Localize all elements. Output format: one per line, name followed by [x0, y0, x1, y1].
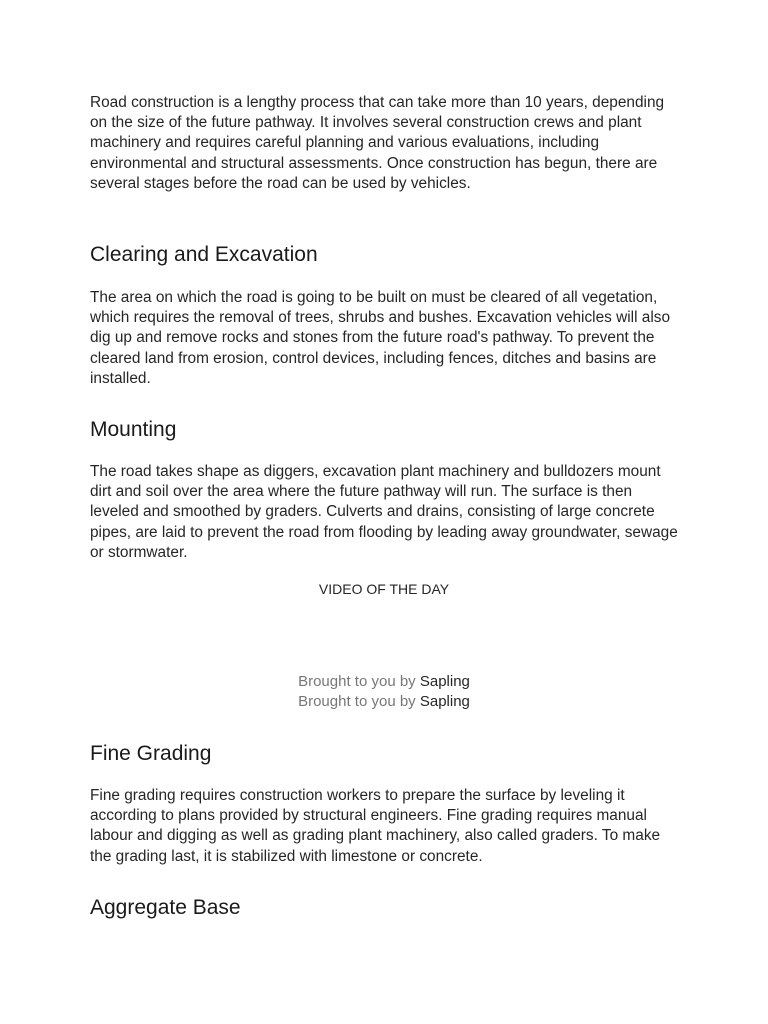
section-heading-aggregate-base: Aggregate Base — [90, 896, 241, 919]
section-heading-clearing: Clearing and Excavation — [90, 243, 318, 266]
section-heading-mounting: Mounting — [90, 418, 177, 441]
sponsor-credit — [90, 692, 678, 712]
section-body-clearing: The area on which the road is going to be built on must be cleared of all vegetation, which requires the removal of trees, shrubs and bushes. Excavation vehicles will also dig up and remove rocks and stones from the future road's pathway. To prevent the cleared land from erosion, control devices, including fences, ditches and basins are installed. — [90, 289, 670, 387]
sponsor-brand-link[interactable]: Sapling — [419, 693, 470, 710]
intro-paragraph: Road construction is a lengthy process that can take more than 10 years, depending on the size of the future pathway. It involves several construction crews and plant machinery and requires careful planning and various evaluations, including environmental and structural assessments. Once construction has begun, there are several stages before the road can be used by vehicles. — [90, 94, 665, 192]
sponsor-prefix: Brought to you by — [298, 693, 420, 710]
section-body-mounting: The road takes shape as diggers, excavation plant machinery and bulldozers mount dirt and soil over the area where the future pathway will run. The surface is then leveled and smoothed by graders. Culverts and drains, consisting of large concrete pipes, are laid to prevent the road from flooding by leading away groundwater, sewage or stormwater. — [90, 463, 678, 561]
section-heading-fine-grading: Fine Grading — [90, 742, 212, 765]
article — [90, 0, 680, 1024]
sponsor-prefix: Brought to you by — [298, 673, 420, 690]
sponsor-brand-link[interactable]: Sapling — [419, 673, 470, 690]
video-of-the-day-label: VIDEO OF THE DAY — [318, 581, 450, 597]
section-body-fine-grading: Fine grading requires construction workers to prepare the surface by leveling it according to plans provided by structural engineers. Fine grading requires manual labour and digging as well as grading plant machinery, also called graders. To make the grading last, it is stabilized with limestone or concrete. — [90, 787, 661, 865]
sponsor-credit — [90, 672, 678, 692]
